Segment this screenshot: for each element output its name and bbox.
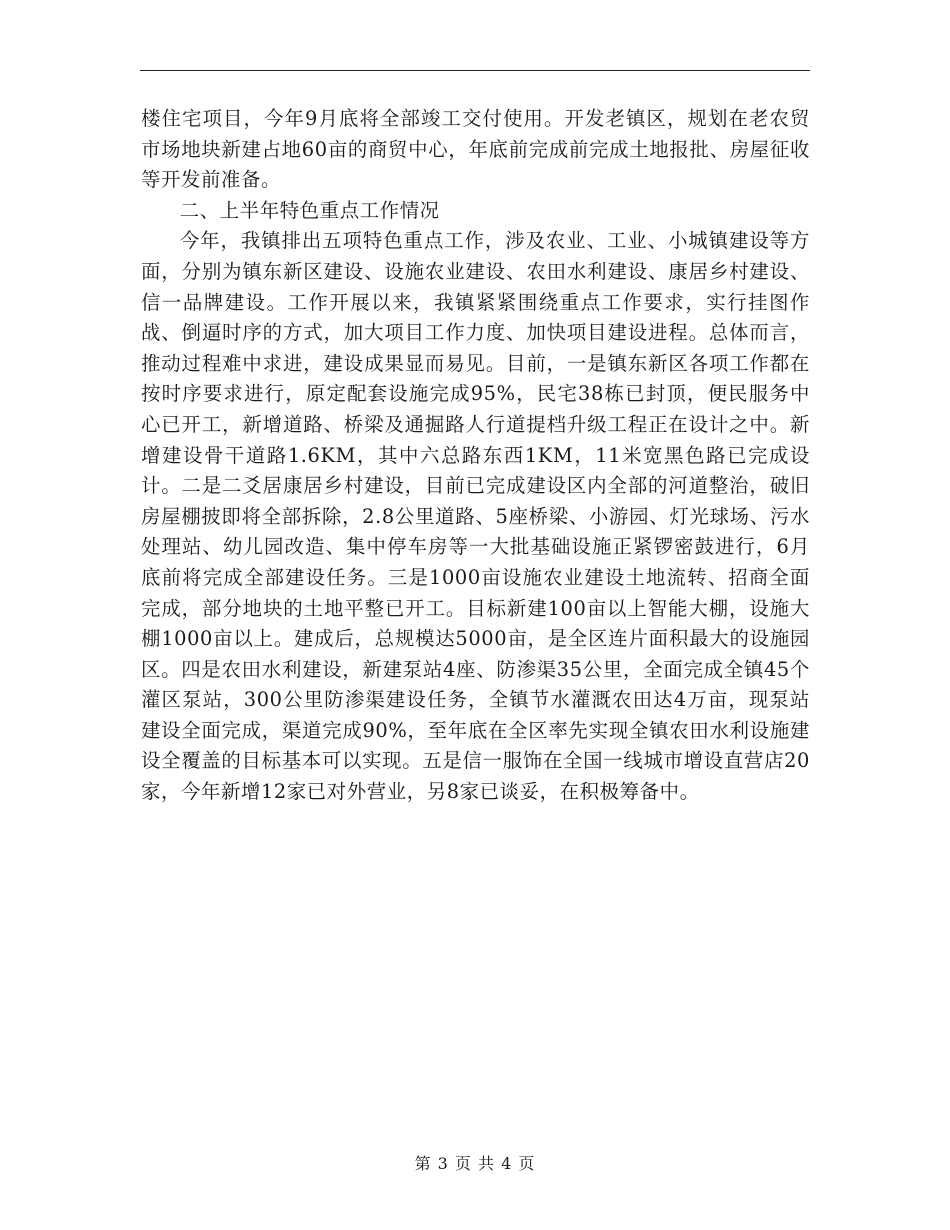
paragraph-main: 今年，我镇排出五项特色重点工作，涉及农业、工业、小城镇建设等方面，分别为镇东新区建设、设施农业建设、农田水利建设、康居乡村建设、信一品牌建设。工作开展以来，我镇紧紧围绕重点工作要求，实行挂图作战、倒逼时序的方式，加大项目工作力度、加快项目建设进程。总体而言，推动过程难中求进，建设成果显而易见。目前，一是镇东新区各项工作都在按时序要求进行，原定配套设施完成95%，民宅38栋已封顶，便民服务中心已开工，新增道路、桥梁及通掘路人行道提档升级工程正在设计之中。新增建设骨干道路1.6KM，其中六总路东西1KM，11米宽黑色路已完成设计。二是二爻居康居乡村建设，目前已完成建设区内全部的河道整治，破旧房屋棚披即将全部拆除，2.8公里道路、5座桥梁、小游园、灯光球场、污水处理站、幼儿园改造、集中停车房等一大批基础设施正紧锣密鼓进行，6月底前将完成全部建设任务。三是1000亩设施农业建设土地流转、招商全面完成，部分地块的土地平整已开工。目标新建100亩以上智能大棚，设施大棚1000亩以上。建成后，总规模达5000亩，是全区连片面积最大的设施园区。四是农田水利建设，新建泵站4座、防渗渠35公里，全面完成全镇45个灌区泵站，300公里防渗渠建设任务，全镇节水灌溉农田达4万亩，现泵站建设全面完成，渠道完成90%，至年底在全区率先实现全镇农田水利设施建设全覆盖的目标基本可以实现。五是信一服饰在全国一线城市增设直营店20家，今年新增12家已对外营业，另8家已谈妥，在积极筹备中。 <box>141 229 810 804</box>
document-body <box>141 104 810 808</box>
page-footer <box>0 1153 950 1175</box>
header-rule <box>140 70 810 71</box>
page-number: 第 3 页 共 4 页 <box>414 1154 536 1173</box>
section-heading: 二、上半年特色重点工作情况 <box>179 198 440 222</box>
paragraph-continuation: 楼住宅项目，今年9月底将全部竣工交付使用。开发老镇区，规划在老农贸市场地块新建占地60亩的商贸中心，年底前完成前完成土地报批、房屋征收等开发前准备。 <box>141 107 810 192</box>
